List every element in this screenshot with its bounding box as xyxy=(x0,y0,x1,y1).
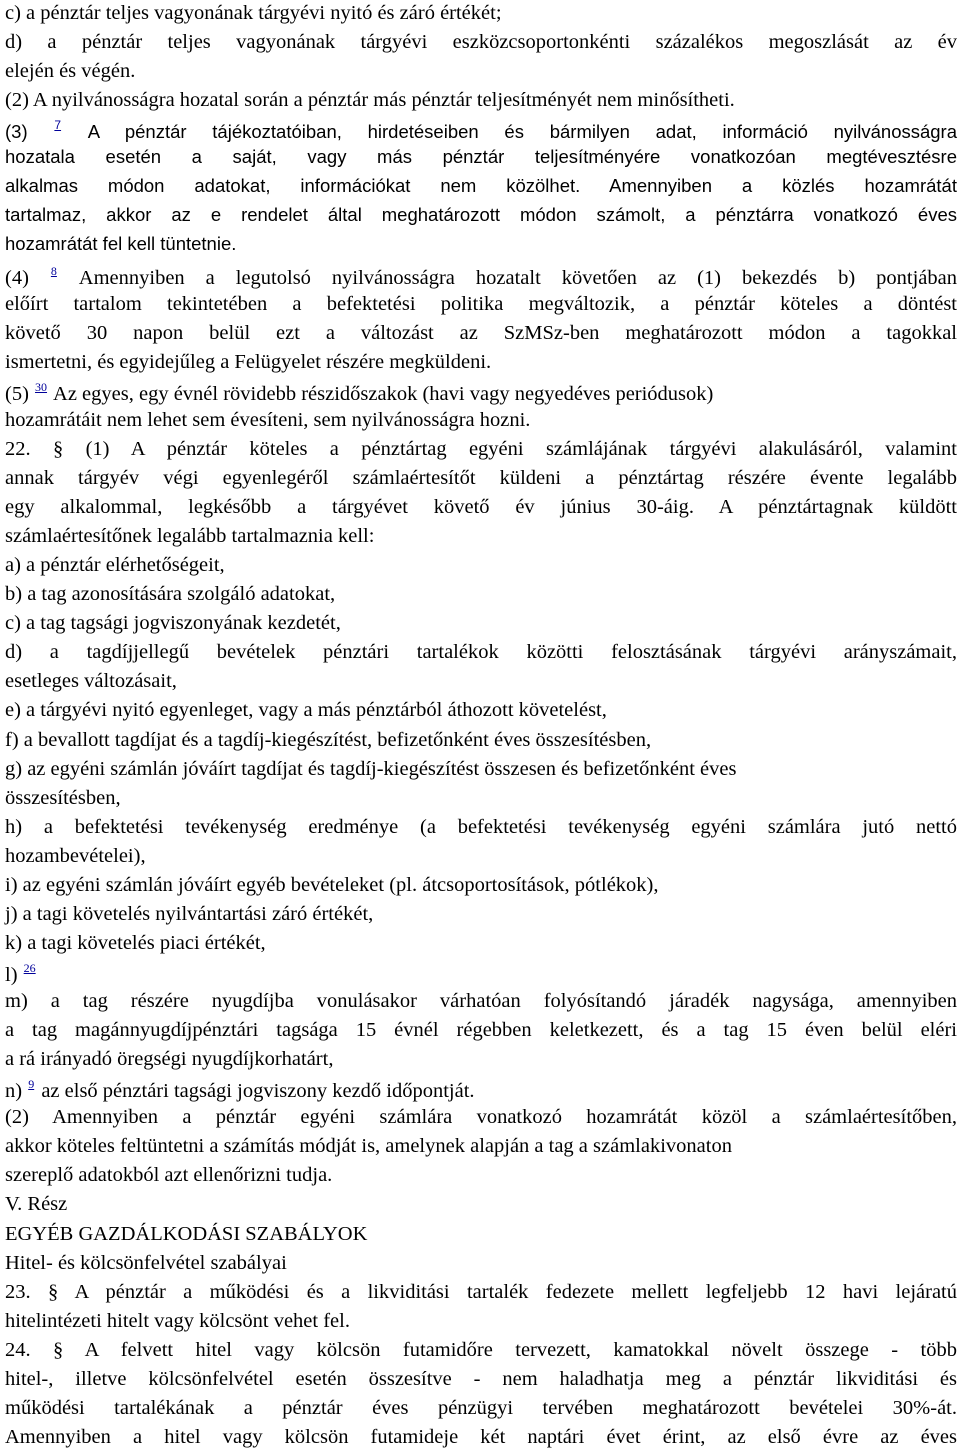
text-line xyxy=(5,730,651,751)
line-text: d) a tagdíjjellegű bevételek pénztári tartalékok közötti felosztásának tárgyévi arányszámait, xyxy=(5,641,957,664)
line-text: (2) A nyilvánosságra hozatal során a pénztár más pénztár teljesítményét nem minősítheti. xyxy=(5,89,735,112)
text-line xyxy=(5,177,957,196)
line-text: c) a tag tagsági jogviszonyának kezdetét, xyxy=(5,612,341,635)
text-line xyxy=(5,206,957,225)
footnote-link[interactable]: 26 xyxy=(23,960,36,975)
line-text: esetleges változásait, xyxy=(5,670,177,693)
line-text: V. Rész xyxy=(5,1193,68,1216)
line-text: d) a pénztár teljes vagyonának tárgyévi eszközcsoportonkénti százalékos megoszlását az év xyxy=(5,31,957,54)
line-text: i) az egyéni számlán jóváírt egyéb bevételeket (pl. átcsoportosítások, pótlékok), xyxy=(5,873,659,896)
line-text: Hitel- és kölcsönfelvétel szabályai xyxy=(5,1251,287,1274)
line-text: Az egyes, egy évnél rövidebb részidőszakok (havi vagy negyedéves periódusok) xyxy=(53,382,714,405)
line-text: működési tartalékának a pénztár éves pénzügyi tervében meghatározott bevételei 30%-át. xyxy=(5,1396,957,1419)
footnote-link[interactable]: 8 xyxy=(50,263,57,278)
line-text: annak tárgyév végi egyenlegéről számlaértesítőt küldeni a pénztártag részére évente legalább xyxy=(5,466,957,489)
paragraph-number: l) xyxy=(5,963,18,986)
line-text: alkalmas módon adatokat, információkat nem közölhet. Amennyiben a közlés hozamrátát xyxy=(5,175,957,197)
text-line xyxy=(5,265,957,289)
text-line xyxy=(5,468,957,489)
line-text: g) az egyéni számlán jóváírt tagdíjat és tagdíj-kiegészítést összesen és befizetőnként éves xyxy=(5,757,737,780)
line-text: b) a tag azonosítására szolgáló adatokat, xyxy=(5,583,336,606)
text-line xyxy=(5,1224,367,1245)
line-text: szereplő adatokból azt ellenőrizni tudja. xyxy=(5,1164,333,1187)
text-line xyxy=(5,1311,350,1332)
paragraph-number: n) xyxy=(5,1080,23,1103)
text-line xyxy=(5,1369,957,1390)
line-text: A pénztár tájékoztatóiban, hirdetéseiben és bármilyen adat, információ nyilvánosságra xyxy=(87,121,958,143)
line-text: összesítésben, xyxy=(5,786,121,809)
line-text: hozambevételei), xyxy=(5,844,146,867)
text-line xyxy=(5,1282,957,1303)
line-text: ismertetni, és egyidejűleg a Felügyelet részére megküldeni. xyxy=(5,350,492,373)
text-line xyxy=(5,584,335,605)
line-text: akkor köteles feltüntetni a számítás módját is, amelynek alapján a tag a számlakivonaton xyxy=(5,1135,732,1158)
text-line xyxy=(5,32,957,53)
line-text: 23. § A pénztár a működési és a likviditási tartalék fedezete mellett legfeljebb 12 havi lejáratú xyxy=(5,1280,957,1303)
line-text: 24. § A felvett hitel vagy kölcsön futamidőre tervezett, kamatokkal növelt összege - több xyxy=(5,1338,957,1361)
footnote-link[interactable]: 30 xyxy=(35,379,48,394)
text-line xyxy=(5,294,957,315)
text-line xyxy=(5,1427,957,1448)
line-text: j) a tagi követelés nyilvántartási záró értékét, xyxy=(5,902,374,925)
line-text: m) a tag részére nyugdíjba vonulásakor várhatóan folyósítandó járadék nagysága, amennyiben xyxy=(5,990,957,1013)
text-line xyxy=(5,671,177,692)
text-line xyxy=(5,235,236,254)
text-line xyxy=(5,788,121,809)
footnote-link[interactable]: 9 xyxy=(28,1077,35,1092)
text-line xyxy=(5,933,266,954)
line-text: hozamrátáit nem lehet sem évesíteni, sem nyilvánosságra hozni. xyxy=(5,408,531,431)
paragraph-number: (4) xyxy=(5,266,29,289)
paragraph-number: (3) xyxy=(5,121,28,143)
line-text: (2) Amennyiben a pénztár egyéni számlára vonatkozó hozamrátát közöl a számlaértesítőben, xyxy=(5,1106,957,1129)
line-text: hozatala esetén a saját, vagy más pénztár teljesítményére vonatkozóan megtévesztésre xyxy=(5,146,957,168)
line-text: elején és végén. xyxy=(5,60,136,83)
text-line xyxy=(5,3,502,24)
text-line xyxy=(5,642,957,663)
text-line xyxy=(5,962,38,986)
line-text: Amennyiben a hitel vagy kölcsön futamideje két naptári évet érint, az első évre az éves xyxy=(5,1425,957,1448)
text-line xyxy=(5,613,341,634)
line-text: a) a pénztár elérhetőségeit, xyxy=(5,554,225,577)
line-text: hitel-, illetve kölcsönfelvétel esetén összesítve - nem haladhatja meg a pénztár likviditási és xyxy=(5,1367,957,1390)
line-text: h) a befektetési tevékenység eredménye (a befektetési tevékenység egyéni számlára jutó nettó xyxy=(5,815,957,838)
line-text: tartalmaz, akkor az e rendelet által meghatározott módon számolt, a pénztárra vonatkozó éves xyxy=(5,204,957,226)
text-line xyxy=(5,1165,332,1186)
text-line xyxy=(5,555,225,576)
text-line xyxy=(5,497,957,518)
text-line xyxy=(5,1398,957,1419)
line-text: számlaértesítőnek legalább tartalmaznia kell: xyxy=(5,525,375,548)
text-line xyxy=(5,323,957,344)
line-text: 22. § (1) A pénztár köteles a pénztártag egyéni számlájának tárgyévi alakulásáról, valamint xyxy=(5,437,957,460)
line-text: előírt tartalom tekintetében a befektetési politika megváltozik, a pénztár köteles a döntést xyxy=(5,292,957,315)
line-text: e) a tárgyévi nyitó egyenleget, vagy a más pénztárból áthozott követelést, xyxy=(5,699,607,722)
text-line xyxy=(5,904,373,925)
line-text: a rá irányadó öregségi nyugdíjkorhatárt, xyxy=(5,1048,334,1071)
line-text: c) a pénztár teljes vagyonának tárgyévi nyitó és záró értékét; xyxy=(5,2,502,24)
text-line xyxy=(5,410,530,431)
text-line xyxy=(5,352,491,373)
text-line xyxy=(5,875,659,896)
text-line xyxy=(5,439,957,460)
text-line xyxy=(5,817,957,838)
text-line xyxy=(5,1340,957,1361)
line-text: a tag magánnyugdíjpénztári tagsága 15 évnél régebben keletkezett, és a tag 15 éven belül eléri xyxy=(5,1019,957,1042)
line-text: EGYÉB GAZDÁLKODÁSI SZABÁLYOK xyxy=(5,1222,368,1245)
text-line xyxy=(5,991,957,1012)
footnote-link[interactable]: 7 xyxy=(54,118,62,133)
line-text: k) a tagi követelés piaci értékét, xyxy=(5,931,266,954)
text-line xyxy=(5,1107,957,1128)
text-line xyxy=(5,61,135,82)
text-line xyxy=(5,1078,475,1102)
line-text: egy alkalommal, legkésőbb a tárgyévet követő év június 30-áig. A pénztártagnak küldött xyxy=(5,496,957,519)
text-line xyxy=(5,759,736,780)
text-line xyxy=(5,381,713,405)
line-text: követő 30 napon belül ezt a változást az SzMSz-ben meghatározott módon a tagokkal xyxy=(5,321,957,344)
text-line xyxy=(5,1049,333,1070)
line-text: f) a bevallott tagdíjat és a tagdíj-kiegészítést, befizetőnként éves összesítésben, xyxy=(5,728,652,751)
line-text: Amennyiben a legutolsó nyilvánosságra hozatalt követően az (1) bekezdés b) pontjában xyxy=(78,266,958,289)
text-line xyxy=(5,526,374,547)
paragraph-number: (5) xyxy=(5,382,29,405)
text-line xyxy=(5,119,957,142)
text-line xyxy=(5,846,146,867)
text-line xyxy=(5,90,735,111)
text-line xyxy=(5,1020,957,1041)
text-line xyxy=(5,1253,287,1274)
line-text: hozamrátát fel kell tüntetnie. xyxy=(5,233,237,255)
text-line xyxy=(5,700,607,721)
line-text: az első pénztári tagsági jogviszony kezdő időpontját. xyxy=(41,1080,475,1103)
text-line xyxy=(5,1136,732,1157)
text-line xyxy=(5,148,957,167)
text-line xyxy=(5,1194,67,1215)
line-text: hitelintézeti hitelt vagy kölcsönt vehet fel. xyxy=(5,1309,350,1332)
